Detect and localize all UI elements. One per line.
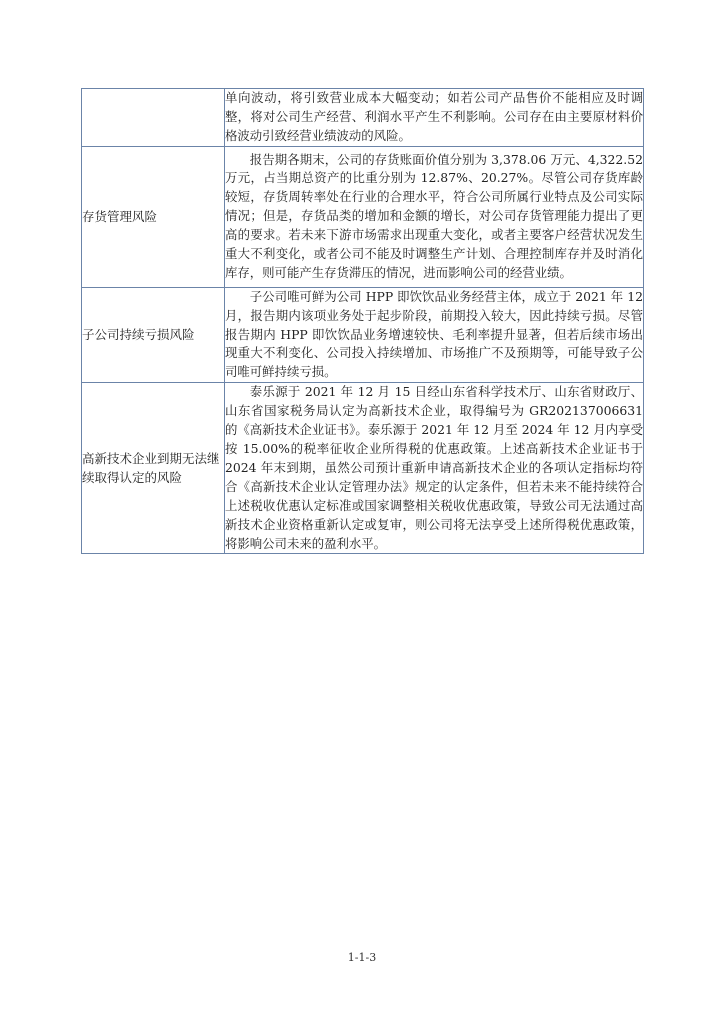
table-row bbox=[82, 89, 644, 147]
risk-description-cell bbox=[225, 287, 644, 383]
risk-name-cell: 高新技术企业到期无法继续取得认定的风险 bbox=[82, 383, 225, 554]
risk-description-cell bbox=[225, 383, 644, 554]
table-row bbox=[82, 383, 644, 554]
risk-description: 报告期各期末，公司的存货账面价值分别为 3,378.06 万元、4,322.52 万元，占当期总资产的比重分别为 12.87%、20.27%。尽管公司存货库龄较短，存货周转率处在行业的合理水平，符合公司所属行业特点及公司实际情况；但是，存货品类的增加和金额的增长，对公司存货管理能力提出了更高的要求。若未来下游市场需求出现重大变化，或者主要客户经营状况发生重大不利变化，或者公司不能及时调整生产计划、合理控制库存并及时消化库存，则可能产生存货滞压的情况，进而影响公司的经营业绩。 bbox=[225, 151, 643, 280]
risk-description: 子公司唯可鲜为公司 HPP 即饮饮品业务经营主体，成立于 2021 年 12 月，报告期内该项业务处于起步阶段，前期投入较大，因此持续亏损。尽管报告期内 HPP 即饮饮品业务增速较快、毛利率提升显著，但若后续市场出现重大不利变化、公司投入持续增加、市场推广不及预期等，可能导致子公司唯可鲜持续亏损。 bbox=[225, 288, 643, 380]
risk-name-cell: 存货管理风险 bbox=[82, 146, 225, 287]
table-row bbox=[82, 287, 644, 383]
risk-table bbox=[81, 88, 644, 554]
risk-name-cell bbox=[82, 89, 225, 147]
risk-description: 单向波动，将引致营业成本大幅变动；如若公司产品售价不能相应及时调整，将对公司生产经营、利润水平产生不利影响。公司存在由主要原材料价格波动引致经营业绩波动的风险。 bbox=[225, 90, 643, 143]
risk-description-cell bbox=[225, 89, 644, 147]
risk-description: 泰乐源于 2021 年 12 月 15 日经山东省科学技术厅、山东省财政厅、山东省国家税务局认定为高新技术企业，取得编号为 GR202137006631 的《高新技术企业证书》。泰乐源于 2021 年 12 月至 2024 年 12 月内享受按 15.00%的税率征收企业所得税的优惠政策。上述高新技术企业证书于 2024 年末到期，虽然公司预计重新申请高新技术企业的各项认定指标均符合《高新技术企业认定管理办法》规定的认定条件，但若未来不能持续符合上述税收优惠认定标准或国家调整相关税收优惠政策，导致公司无法通过高新技术企业资格重新认定或复审，则公司将无法享受上述所得税优惠政策，将影响公司未来的盈利水平。 bbox=[225, 384, 643, 551]
risk-name-cell: 子公司持续亏损风险 bbox=[82, 287, 225, 383]
risk-description-cell bbox=[225, 146, 644, 287]
page-number: 1-1-3 bbox=[347, 951, 377, 964]
table-row bbox=[82, 146, 644, 287]
